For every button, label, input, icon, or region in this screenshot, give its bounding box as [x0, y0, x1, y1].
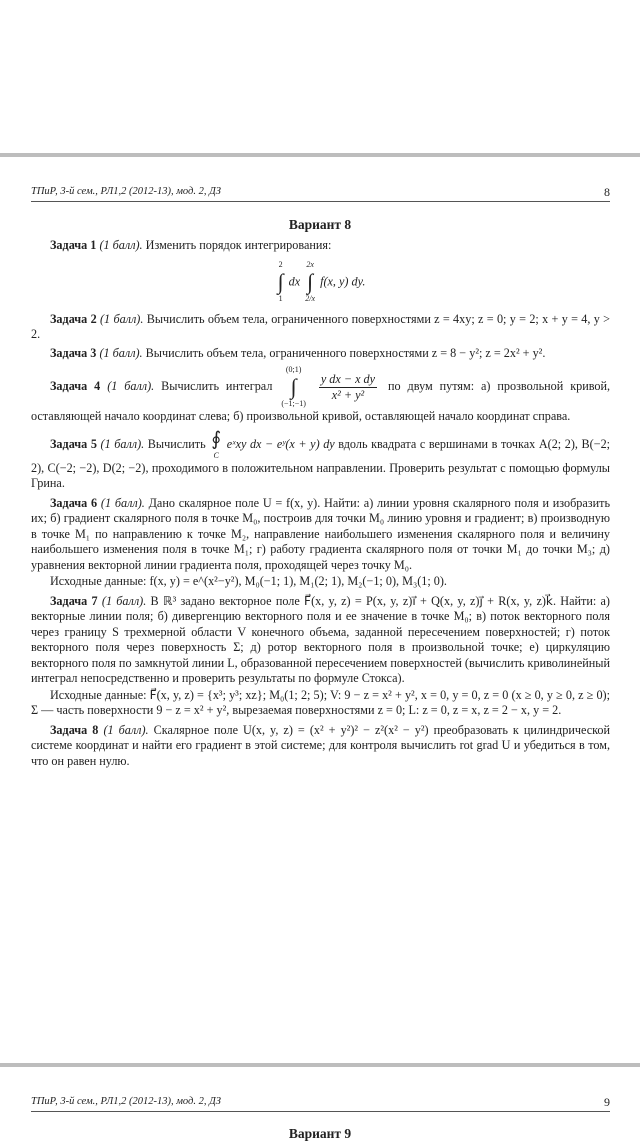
lower-limit: 2/x — [305, 293, 316, 303]
task-3 — [31, 346, 610, 362]
upper-limit: 2 — [278, 259, 283, 269]
contour-integral — [211, 429, 221, 461]
task-points: (1 балл). — [99, 311, 144, 326]
integrand: eˣxy dx − eʸ(x + y) dy — [226, 436, 335, 451]
task-5 — [31, 429, 610, 492]
task-points: (1 балл). — [100, 436, 145, 451]
integral-sign-icon: ∫ — [277, 268, 284, 294]
page-header-9 — [31, 1095, 610, 1112]
formula-task-1 — [31, 260, 610, 304]
contour-integral-sign-icon: ∮ — [211, 428, 222, 450]
task-text: Вычислить объем тела, ограниченного поверхностями z = 8 − y²; z = 2x² + y². — [145, 345, 546, 360]
integral-sign-icon: ∫ — [290, 374, 297, 399]
task-8 — [31, 723, 610, 770]
task-points: (1 балл). — [103, 722, 149, 737]
task-label: Задача 1 — [50, 238, 97, 252]
task-label: Задача 8 — [50, 722, 99, 737]
lower-limit: (−1;−1) — [281, 399, 306, 408]
task-points: (1 балл). — [107, 378, 155, 393]
page-separator-bottom — [0, 1063, 640, 1067]
line-integral — [281, 365, 306, 409]
upper-limit: (0;1) — [285, 365, 302, 374]
variant-title: Вариант 9 — [288, 1126, 352, 1141]
task-label: Задача 5 — [50, 436, 97, 451]
task-4 — [31, 365, 610, 425]
task-label: Задача 2 — [50, 311, 97, 326]
denominator: x² + y² — [331, 387, 365, 402]
task-text: В ℝ³ задано векторное поле F⃗(x, y, z) = P(x, y, z)i⃗ + Q(x, y, z)j⃗ + R(x, y, z)k⃗. Найти: а) векторные линии поля; б) дивергенцию векторного поля и ее значение в точке M₀; в) поток векторного поля через границу S трехмерной области V конечного объема, заданной пересечением поверхностей; г) поток векторного поля через поверхность Σ; д) ротор векторного поля в произвольной точке; е) циркуляцию векторного поля по замкнутой линии L, образованной пересечением поверхностей (вычислить криволинейный интеграл непосредственно и проверить результаты по формуле Стокса). — [31, 593, 610, 685]
task-points: (1 балл). — [99, 345, 143, 360]
contour-label: C — [213, 450, 219, 460]
page-number: 8 — [604, 185, 610, 199]
task-1 — [31, 238, 610, 254]
task-points: (1 балл). — [101, 593, 147, 608]
outer-differential: dx — [288, 273, 301, 288]
task-points: (1 балл). — [99, 238, 143, 252]
inner-integral — [305, 260, 315, 304]
task-text-after: по двум путям: а) прозвольной кривой, оставляющей начало координат слева; б) произвольной кривой, оставляющей начало координат справа. — [31, 378, 611, 423]
header-title: ТПиР, 3-й сем., РЛ1,2 (2012-13), мод. 2, ДЗ — [31, 1096, 221, 1107]
task-label: Задача 4 — [50, 378, 101, 393]
task-text: Вычислить объем тела, ограниченного поверхностями z = 4xy; z = 0; y = 2; x + y = 4, y > 2. — [31, 311, 611, 341]
task-6 — [31, 496, 610, 574]
task-7-given: Исходные данные: F⃗(x, y, z) = {x³; y³; xz}; M₀(1; 2; 5); V: 9 − z = x² + y², x = 0, y = 0, z = 0 (x ≥ 0, y ≥ 0, z ≥ 0); Σ — часть поверхности 9 − z = x² + y², вырезаемая поверхностями z = 0; L: z = 0, z = x, z = 2 − x, y = 2. — [31, 687, 610, 717]
lower-limit: 1 — [278, 293, 283, 303]
page-number: 9 — [604, 1095, 610, 1109]
task-text: Скалярное поле U(x, y, z) = (x² + y²)² − z²(x² − y²) преобразовать к цилиндрической системе координат и найти его градиент в этой системе; для контроля вычислить rot grad U и убедиться в том, что он равен нулю. — [31, 722, 611, 768]
task-points: (1 балл). — [100, 495, 145, 510]
task-text-before: Вычислить — [147, 436, 206, 451]
variant-title: Вариант 8 — [288, 217, 352, 232]
page-separator-top — [0, 153, 640, 157]
task-text-after: вдоль квадрата с вершинами в точках A(2; 2), B(−2; 2), C(−2; −2), D(2; −2), проходимого в положительном направлении. Проверить результат с помощью формулы Грина. — [31, 436, 611, 490]
integral-sign-icon: ∫ — [307, 268, 314, 294]
upper-limit: 2x — [306, 259, 314, 269]
numerator: y dx − x dy — [320, 371, 376, 386]
task-label: Задача 3 — [50, 345, 97, 360]
task-label: Задача 7 — [50, 593, 98, 608]
task-6-given: Исходные данные: f(x, y) = e^(x²−y²), M₀(−1; 1), M₁(2; 1), M₂(−1; 0), M₃(1; 0). — [50, 574, 447, 588]
task-text: Изменить порядок интегрирования: — [145, 238, 332, 252]
integrand: f(x, y) dy. — [320, 273, 366, 288]
fraction — [319, 372, 377, 403]
outer-integral — [278, 260, 284, 304]
header-title: ТПиР, 3-й сем., РЛ1,2 (2012-13), мод. 2, ДЗ — [31, 186, 221, 197]
task-2 — [31, 312, 610, 343]
page-content — [31, 238, 610, 769]
task-text: Дано скалярное поле U = f(x, y). Найти: а) линии уровня скалярного поля и изобразить их; б) градиент скалярного поля в точке M₀, построив для точки M₀ линию уровня и градиент; в) производную в точке M₁ по направлению к точке M₂, направление наибольшего изменения скалярного поля и величину наибольшего изменения поля в точке M₁; г) работу градиента скалярного поля от точки M₁ до точки M₃; д) уравнения векторной линии градиента поля, проходящей через точку M₀. — [31, 495, 611, 572]
task-7 — [31, 594, 610, 687]
task-label: Задача 6 — [50, 495, 98, 510]
task-text-before: Вычислить интеграл — [161, 378, 273, 393]
page-header-8 — [31, 185, 610, 202]
